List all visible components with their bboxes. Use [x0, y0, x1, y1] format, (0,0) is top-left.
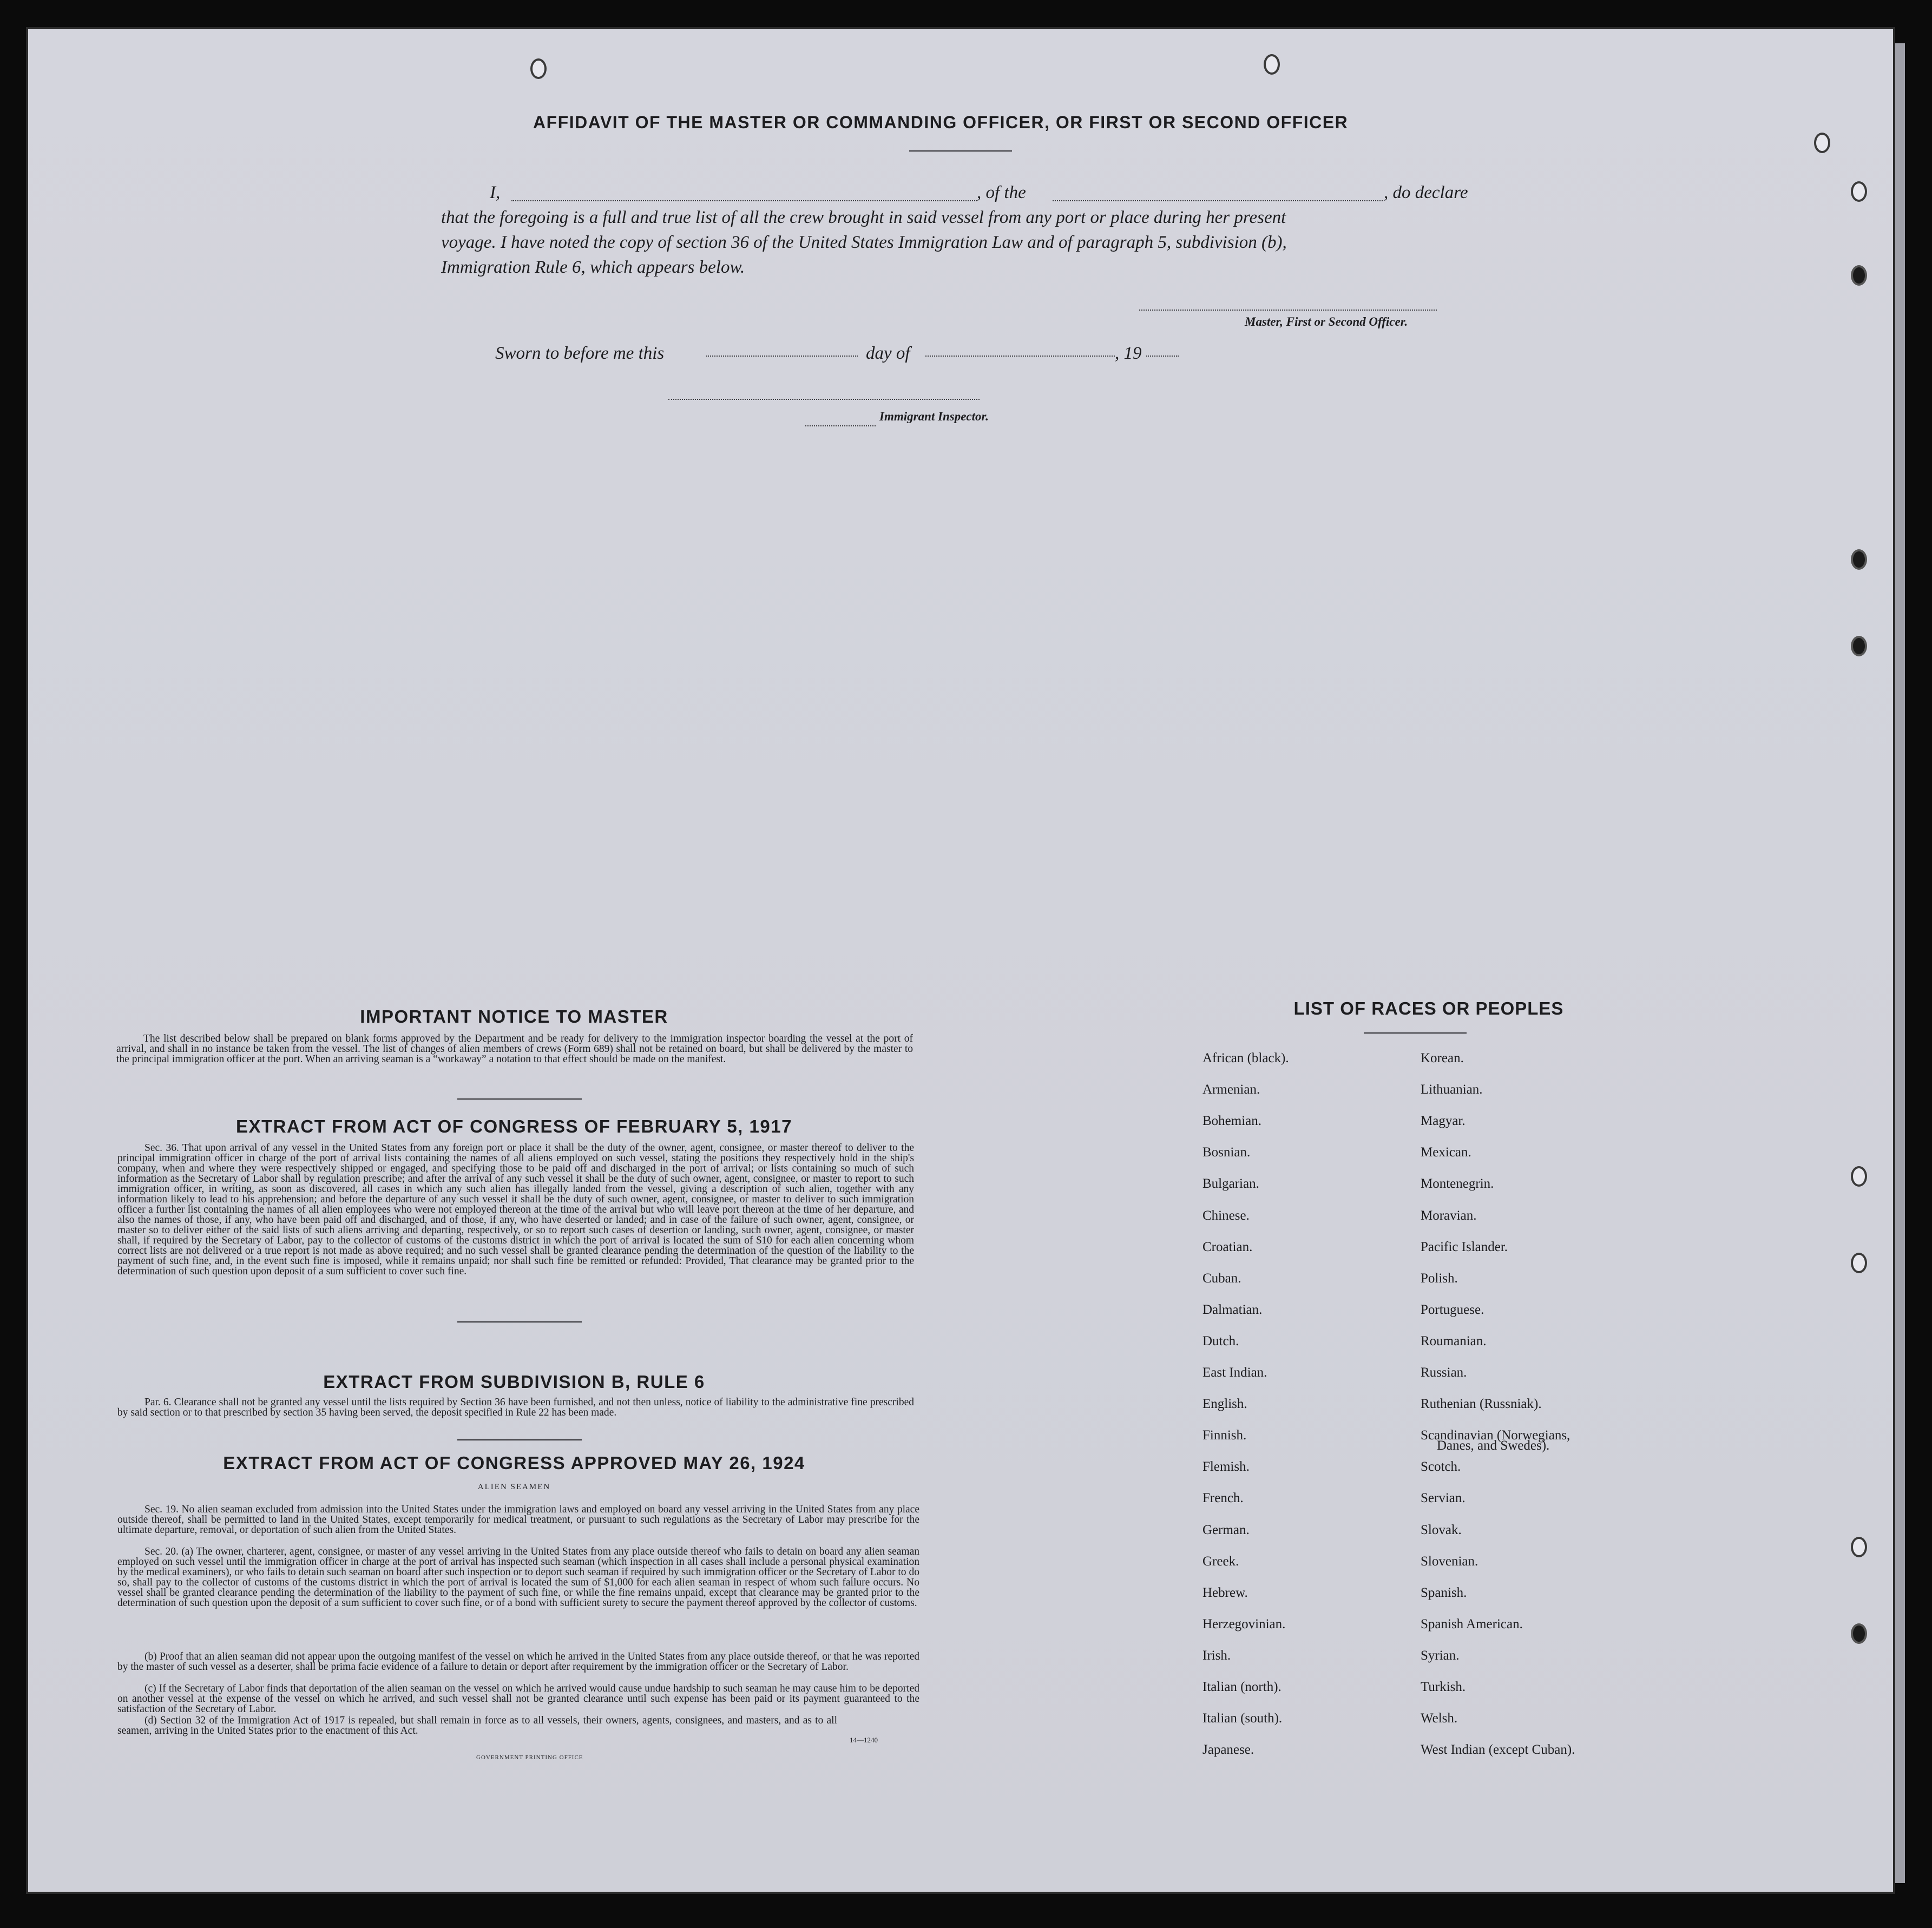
punch-hole — [1851, 181, 1867, 202]
affidavit-title: AFFIDAVIT OF THE MASTER OR COMMANDING OFFICER, OR FIRST OR SECOND OFFICER — [533, 113, 1349, 132]
race-item: Pacific Islander. — [1421, 1240, 1508, 1254]
race-item: Slovak. — [1421, 1523, 1462, 1537]
inspector-signature-line[interactable] — [668, 399, 980, 400]
affidavit-line1-start: I, — [490, 183, 501, 202]
race-item: Hebrew. — [1202, 1585, 1248, 1600]
divider — [457, 1439, 582, 1440]
notice-title: IMPORTANT NOTICE TO MASTER — [360, 1006, 668, 1026]
race-item: Chinese. — [1202, 1208, 1250, 1223]
affidavit-line1-end: , do declare — [1384, 183, 1468, 202]
race-item: Ruthenian (Russniak). — [1421, 1397, 1542, 1411]
race-item: Polish. — [1421, 1271, 1458, 1286]
divider — [457, 1321, 582, 1322]
race-item: Spanish. — [1421, 1585, 1467, 1600]
race-item: Servian. — [1421, 1491, 1466, 1505]
divider — [457, 1098, 582, 1100]
race-item: Scandinavian (Norwegians, — [1421, 1428, 1570, 1443]
inspector-leader — [805, 425, 876, 426]
punch-hole — [1851, 636, 1867, 656]
sec-20d-paragraph: (d) Section 32 of the Immigration Act of 1917 is repealed, but shall remain in force as to all vessels, their owners, agents, consignees, and masters, and as to all seamen, arriving in the United States prior to the enactment of this Act. — [117, 1715, 837, 1736]
race-item: Russian. — [1421, 1365, 1467, 1380]
race-item: French. — [1202, 1491, 1244, 1505]
race-item: Dutch. — [1202, 1334, 1239, 1348]
race-item: Mexican. — [1421, 1145, 1471, 1160]
race-item: Cuban. — [1202, 1271, 1241, 1286]
punch-hole — [1264, 54, 1280, 75]
race-item: Italian (south). — [1202, 1711, 1283, 1726]
race-item: Japanese. — [1202, 1742, 1254, 1757]
race-item: Montenegrin. — [1421, 1176, 1494, 1191]
punch-hole — [1851, 1253, 1867, 1273]
master-signature-line[interactable] — [1139, 310, 1437, 311]
document-page — [26, 27, 1895, 1894]
name-blank[interactable] — [511, 200, 977, 201]
sec-20a-paragraph: Sec. 20. (a) The owner, charterer, agent, consignee, or master of any vessel arriving in the United States from any place outside thereof who fails to detain on board any alien seaman employed on such vessel until the immigration officer in charge at the port of arrival has inspected such seaman (which inspection in all cases shall include a personal physical examination by the medical examiners), or who fails to detain such seaman on board after such inspection or to deport such seaman if required by such immigration officer or the Secretary of Labor to do so, shall pay to the collector of customs of the customs district in which the port of arrival is located the sum of $1,000 for each alien seaman in respect of whom such failure occurs. No vessel shall be granted clearance pending the determination of the liability to the payment of such fine, or while the fine remains unpaid, except that clearance may be granted prior to the determination of such question upon the deposit of a sum sufficient to cover such fine, or of a bond with sufficient surety to secure the payment thereof approved by the collector of customs. — [117, 1546, 919, 1609]
sec-19-paragraph: Sec. 19. No alien seaman excluded from admission into the United States under the immigration laws and employed on board any vessel arriving in the United States from any place outside thereof, shall be permitted to land in the United States, except temporarily for medical treatment, or pursuant to such regulations as the Secretary of Labor may prescribe for the ultimate departure, removal, or deportation of such alien from the United States. — [117, 1504, 919, 1536]
sec-20c-paragraph: (c) If the Secretary of Labor finds that deportation of the alien seaman on the vessel on which he arrived would cause undue hardship to such seaman he may cause him to be deported on another vessel at the expense of the vessel on which he arrived, and such vessel shall not be granted clearance until such expense has been paid or its payment guaranteed to the satisfaction of the Secretary of Labor. — [117, 1683, 919, 1715]
punch-hole — [1851, 1166, 1867, 1187]
sworn-year: , 19 — [1115, 344, 1142, 363]
race-item: Bohemian. — [1202, 1114, 1262, 1128]
vessel-blank[interactable] — [1053, 200, 1383, 201]
race-item: Greek. — [1202, 1554, 1239, 1569]
race-item: Italian (north). — [1202, 1680, 1282, 1694]
race-item: Finnish. — [1202, 1428, 1247, 1443]
race-item: Welsh. — [1421, 1711, 1458, 1726]
race-item: Bulgarian. — [1202, 1176, 1259, 1191]
punch-hole — [1851, 1537, 1867, 1557]
extract-1924-subtitle: ALIEN SEAMEN — [477, 1483, 551, 1491]
printing-office-imprint: GOVERNMENT PRINTING OFFICE — [476, 1754, 583, 1761]
punch-hole — [530, 58, 547, 79]
race-item: Moravian. — [1421, 1208, 1477, 1223]
race-item: Bosnian. — [1202, 1145, 1251, 1160]
sec-20b-paragraph: (b) Proof that an alien seaman did not appear upon the outgoing manifest of the vessel on which he arrived in the United States from any place outside thereof, or that he was reported by the master of such vessel as a deserter, shall be prima facie evidence of a failure to detain or deport after requirement by the immigration officer or the Secretary of Labor. — [117, 1651, 919, 1673]
race-item: West Indian (except Cuban). — [1421, 1742, 1575, 1757]
extract-rule6-body: Par. 6. Clearance shall not be granted any vessel until the lists required by Section 36 have been furnished, and not then unless, notice of liability to the administrative fine prescribed by said section or to that prescribed by section 35 having been served, the deposit specified in Rule 22 has been made. — [117, 1397, 914, 1418]
race-item: East Indian. — [1202, 1365, 1267, 1380]
race-item: Portuguese. — [1421, 1302, 1484, 1317]
punch-hole — [1851, 1623, 1867, 1644]
notice-body: The list described below shall be prepared on blank forms approved by the Department and be ready for delivery to the immigration inspector boarding the vessel at the port of arrival, and shall in no instance be taken from the vessel. The list of changes of alien members of crews (Form 689) shall not be retained on board, but shall be delivered by the master to the principal immigration officer at the port. When an arriving seaman is a “workaway” a notation to that effect should be made on the manifest. — [116, 1033, 913, 1065]
master-caption: Master, First or Second Officer. — [1245, 315, 1408, 328]
race-item: Croatian. — [1202, 1240, 1253, 1254]
form-number: 14—1240 — [850, 1736, 878, 1744]
race-item: Herzegovinian. — [1202, 1617, 1286, 1631]
race-item: English. — [1202, 1397, 1247, 1411]
races-title-underline — [1364, 1032, 1467, 1034]
race-item: Armenian. — [1202, 1082, 1260, 1097]
page-edge — [1895, 43, 1905, 1883]
extract-1917-title: EXTRACT FROM ACT OF CONGRESS OF FEBRUARY 5, 1917 — [236, 1116, 792, 1136]
extract-rule6-title: EXTRACT FROM SUBDIVISION B, RULE 6 — [323, 1372, 705, 1392]
race-item: African (black). — [1202, 1051, 1289, 1065]
race-item: Korean. — [1421, 1051, 1464, 1065]
inspector-caption: Immigrant Inspector. — [879, 410, 989, 423]
year-blank[interactable] — [1146, 356, 1179, 357]
race-item: Flemish. — [1202, 1459, 1250, 1474]
race-item: Scotch. — [1421, 1459, 1461, 1474]
sworn-start: Sworn to before me this — [495, 344, 665, 363]
affidavit-line2: that the foregoing is a full and true list of all the crew brought in said vessel from any port or place during her present — [441, 208, 1286, 227]
punch-hole — [1851, 549, 1867, 570]
race-item: Dalmatian. — [1202, 1302, 1263, 1317]
title-underline — [909, 150, 1012, 152]
punch-hole — [1814, 133, 1830, 153]
sworn-mid: day of — [866, 344, 910, 363]
race-item: Turkish. — [1421, 1680, 1466, 1694]
extract-1917-body: Sec. 36. That upon arrival of any vessel in the United States from any foreign port or place it shall be the duty of the owner, agent, consignee, or master thereof to deliver to the principal immigration officer in charge of the port of arrival lists containing the names of all aliens employed on such vessel, stating the positions they respectively hold in the ship's company, when and where they were respectively shipped or engaged, and specifying those to be paid off and discharged in the port of arrival; or lists containing so much of such information as the Secretary of Labor shall by regulation prescribe; and after the arrival of any such vessel it shall be the duty of such owner, agent, consignee, or master to report to such immigration officer, in writing, as soon as discovered, all cases in which any such alien has illegally landed from the vessel, giving a description of such alien, together with any information likely to lead to his apprehension; and before the departure of any such vessel it shall be the duty of such owner, agent, consignee, or master to deliver to such immigration officer a further list containing the names of all alien employees who were not employed thereon at the time of the arrival but who will leave port thereon at the time of her departure, and also the names of those, if any, who have been paid off and discharged, and of those, if any, who have deserted or landed; and in case of the failure of such owner, agent, consignee, or master so to deliver either of the said lists of such aliens arriving and departing, respectively, or so to report such cases of desertion or landing, such owner, agent, consignee, or master shall, if required by the Secretary of Labor, pay to the collector of customs of the customs district in which the port of arrival is located the sum of $10 for each alien concerning whom correct lists are not delivered or a true report is not made as above required; and no such vessel shall be granted clearance pending the determination of the question of the liability to the payment of such fine, and, in the event such fine is imposed, while it remains unpaid; nor shall such fine be remitted or refunded: Provided, That clearance may be granted prior to the determination of such question upon deposit of a sum sufficient to cover such fine. — [117, 1142, 914, 1277]
punch-hole — [1851, 265, 1867, 286]
race-item: Slovenian. — [1421, 1554, 1478, 1569]
race-item: Irish. — [1202, 1648, 1231, 1663]
affidavit-line3: voyage. I have noted the copy of section 36 of the United States Immigration Law and of paragraph 5, subdivision (b), — [441, 233, 1287, 252]
race-item: Syrian. — [1421, 1648, 1460, 1663]
affidavit-line4: Immigration Rule 6, which appears below. — [441, 258, 745, 277]
race-item: Magyar. — [1421, 1114, 1466, 1128]
affidavit-line1-mid: , of the — [977, 183, 1026, 202]
month-blank[interactable] — [925, 356, 1115, 357]
race-item: Spanish American. — [1421, 1617, 1523, 1631]
extract-1924-title: EXTRACT FROM ACT OF CONGRESS APPROVED MAY 26, 1924 — [223, 1453, 805, 1473]
race-item: Roumanian. — [1421, 1334, 1487, 1348]
race-item: German. — [1202, 1523, 1250, 1537]
day-blank[interactable] — [706, 356, 858, 357]
race-item-continuation: Danes, and Swedes). — [1437, 1438, 1550, 1453]
race-item: Lithuanian. — [1421, 1082, 1483, 1097]
races-title: LIST OF RACES OR PEOPLES — [1293, 998, 1564, 1018]
